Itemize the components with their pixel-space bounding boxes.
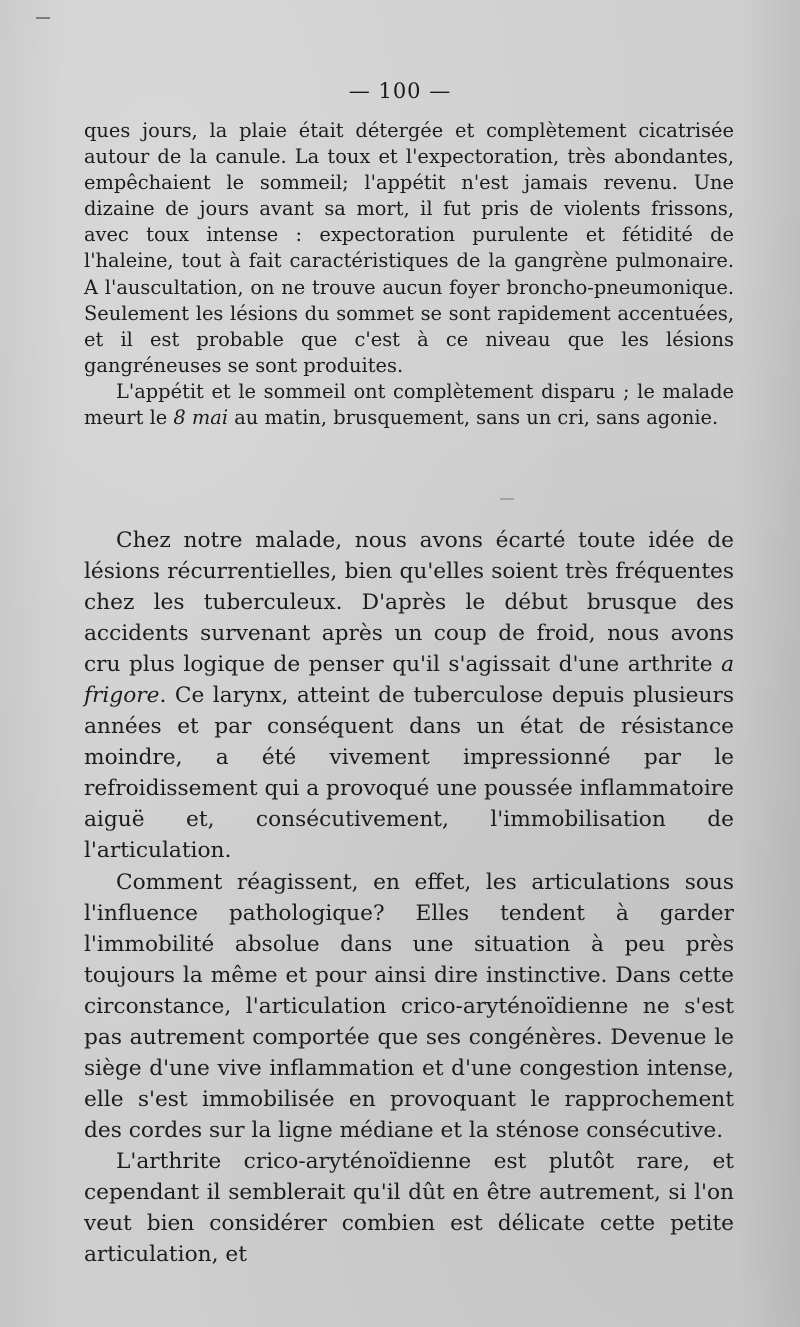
paragraph-discussion-1-end: . Ce larynx, atteint de tuberculose depuis plusieurs années et par conséquent dans un état de résistance moindre, a été vivement impressionné par le refroidissement qui a provoqué une poussée inflammatoire aiguë et, consécutivement, l'immobilisation de l'articulation. (84, 683, 734, 864)
section-separator (500, 498, 514, 500)
paragraph-discussion-2: Comment réagissent, en effet, les articulations sous l'influence pathologique? Elles tendent à garder l'immobilité absolue dans une situation à peu près toujours la même et pour ainsi dire instinctive. Dans cette circonstance, l'articulation crico-aryténoïdienne ne s'est pas autrement comportée que ses congénères. Devenue le siège d'une vive inflammation et d'une congestion intense, elle s'est immobilisée en provoquant le rapprochement des cordes sur la ligne médiane et la sténose consécutive. (84, 869, 734, 1143)
margin-mark (36, 17, 50, 19)
page-number: — 100 — (348, 79, 452, 103)
paragraph-discussion-3: L'arthrite crico-aryténoïdienne est plutôt rare, et cependant il semblerait qu'il dût en être autrement, si l'on veut bien considérer combien est délicate cette petite articulation, et (84, 1148, 734, 1268)
date-italic: 8 mai (173, 406, 229, 430)
paragraph-discussion-1 (84, 525, 734, 867)
paragraph-death-text-end: au matin, brusquement, sans un cri, sans agonie. (228, 406, 719, 430)
case-report-section (84, 118, 734, 431)
paragraph-death-text-start: L'appétit et le sommeil ont complètement disparu ; le malade meurt le (84, 379, 734, 430)
paragraph-death (84, 379, 734, 431)
paragraph-discussion-1-start: Chez notre malade, nous avons écarté toute idée de lésions récurrentielles, bien qu'elles soient très fréquentes chez les tuberculeux. D'après le début brusque des accidents survenant après un coup de froid, nous avons cru plus logique de penser qu'il s'agissait d'une arthrite (84, 528, 734, 678)
discussion-section (84, 525, 734, 1270)
latin-term-italic: a frigore (84, 652, 734, 709)
paragraph-continued: ques jours, la plaie était détergée et complètement cicatrisée autour de la canule. La toux et l'expectoration, très abondantes, empêchaient le sommeil; l'appétit n'est jamais revenu. Une dizaine de jours avant sa mort, il fut pris de violents frissons, avec toux intense : expectoration purulente et fétidité de l'haleine, tout à fait caractéristiques de la gangrène pulmonaire. A l'auscultation, on ne trouve aucun foyer broncho-pneumonique. Seulement les lésions du sommet se sont rapidement accentuées, et il est probable que c'est à ce niveau que les lésions gangréneuses se sont produites. (84, 119, 734, 377)
